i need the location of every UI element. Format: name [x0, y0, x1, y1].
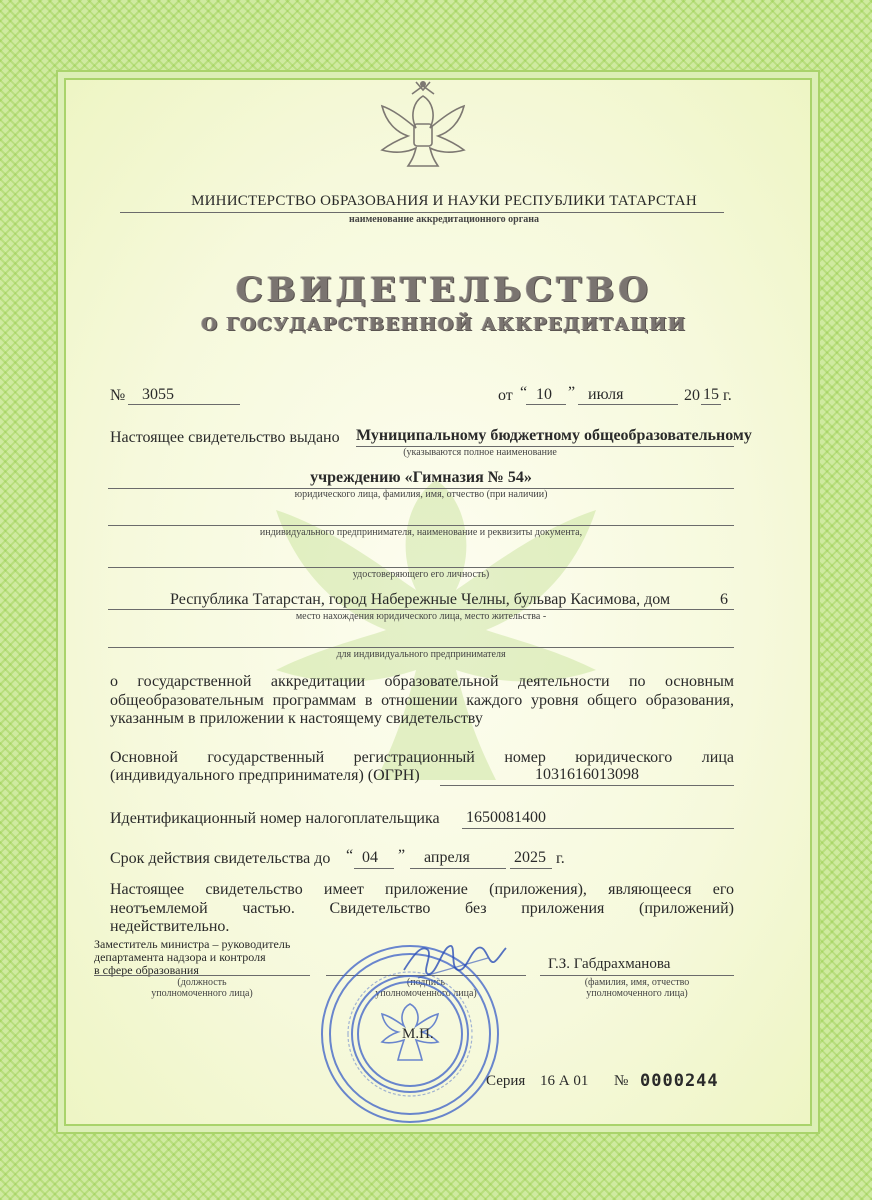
- position-caption: (должность уполномоченного лица): [151, 977, 253, 999]
- appendix-line3: недействительно.: [110, 918, 230, 935]
- purpose-line3: указанным в приложении к настоящему свидетельству: [110, 710, 483, 727]
- issued-caption2: юридического лица, фамилия, имя, отчество (при наличии): [294, 489, 548, 500]
- validity-quote-close: ”: [398, 847, 406, 864]
- validity-label: Срок действия свидетельства до: [110, 850, 331, 867]
- inn-value: 1650081400: [466, 809, 546, 826]
- address-caption1: место нахождения юридического лица, место жительства -: [295, 611, 547, 622]
- issue-month: июля: [588, 386, 624, 403]
- validity-unit: г.: [556, 850, 565, 867]
- ministry-name: МИНИСТЕРСТВО ОБРАЗОВАНИЯ И НАУКИ РЕСПУБЛИКИ ТАТАРСТАН: [191, 193, 697, 209]
- issue-year-suffix: 15: [703, 386, 719, 403]
- certificate-number: 3055: [142, 386, 174, 403]
- ministry-caption: наименование аккредитационного органа: [348, 214, 540, 225]
- purpose-line1: о государственной аккредитации образовательной деятельности по основным: [110, 673, 734, 690]
- issued-caption4: удостоверяющего его личность): [352, 569, 490, 580]
- coat-of-arms-icon: [378, 76, 468, 168]
- issued-caption3: индивидуального предпринимателя, наименование и реквизиты документа,: [259, 527, 583, 538]
- address-caption2: для индивидуального предпринимателя: [336, 649, 506, 660]
- handwritten-signature-icon: [398, 934, 508, 984]
- date-from-label: от: [498, 387, 513, 404]
- issue-year-unit: г.: [723, 387, 732, 404]
- validity-quote-open: “: [346, 847, 354, 864]
- quote-close: ”: [568, 384, 576, 401]
- validity-year: 2025: [514, 849, 546, 866]
- purpose-line2: общеобразовательным программам в отношении каждого уровня общего образования,: [110, 692, 734, 709]
- signatory-name: Г.З. Габдрахманова: [548, 956, 671, 972]
- series-label: Серия: [486, 1073, 526, 1089]
- address-value: Республика Татарстан, город Набережные Челны, бульвар Касимова, дом: [170, 591, 671, 608]
- series-value: 16 А 01: [540, 1073, 589, 1089]
- ogrn-label-line1: Основной государственный регистрационный номер юридического лица: [110, 749, 734, 766]
- name-caption: (фамилия, имя, отчество уполномоченного лица): [584, 977, 690, 999]
- inn-label: Идентификационный номер налогоплательщика: [110, 810, 440, 827]
- validity-month: апреля: [424, 849, 470, 866]
- issue-day: 10: [536, 386, 552, 403]
- validity-day: 04: [362, 849, 378, 866]
- stamp-place-label: М.П.: [402, 1026, 434, 1042]
- series-number: 0000244: [640, 1071, 719, 1091]
- ogrn-value: 1031616013098: [535, 766, 639, 783]
- certificate-title: СВИДЕТЕЛЬСТВО: [235, 270, 653, 310]
- issued-label: Настоящее свидетельство выдано: [110, 429, 340, 446]
- signature-caption: (подпись уполномоченного лица): [375, 977, 477, 999]
- issued-caption1: (указываются полное наименование: [403, 447, 557, 458]
- appendix-line2: неотъемлемой частью. Свидетельство без приложения (приложений): [110, 900, 734, 917]
- ogrn-label-line2: (индивидуального предпринимателя) (ОГРН): [110, 767, 420, 784]
- quote-open: “: [520, 384, 528, 401]
- issued-to-line2: учреждению «Гимназия № 54»: [310, 469, 532, 486]
- signatory-position: Заместитель министра – руководитель департамента надзора и контроля в сфере образования: [94, 937, 291, 977]
- issued-to-line1: Муниципальному бюджетному общеобразовательному: [356, 427, 752, 444]
- appendix-line1: Настоящее свидетельство имеет приложение (приложения), являющееся его: [110, 881, 734, 898]
- certificate-subtitle: О ГОСУДАРСТВЕННОЙ АККРЕДИТАЦИИ: [201, 314, 687, 335]
- number-label: №: [110, 387, 126, 404]
- series-number-label: №: [614, 1073, 629, 1089]
- issue-year-prefix: 20: [684, 387, 700, 404]
- address-house: 6: [720, 591, 728, 608]
